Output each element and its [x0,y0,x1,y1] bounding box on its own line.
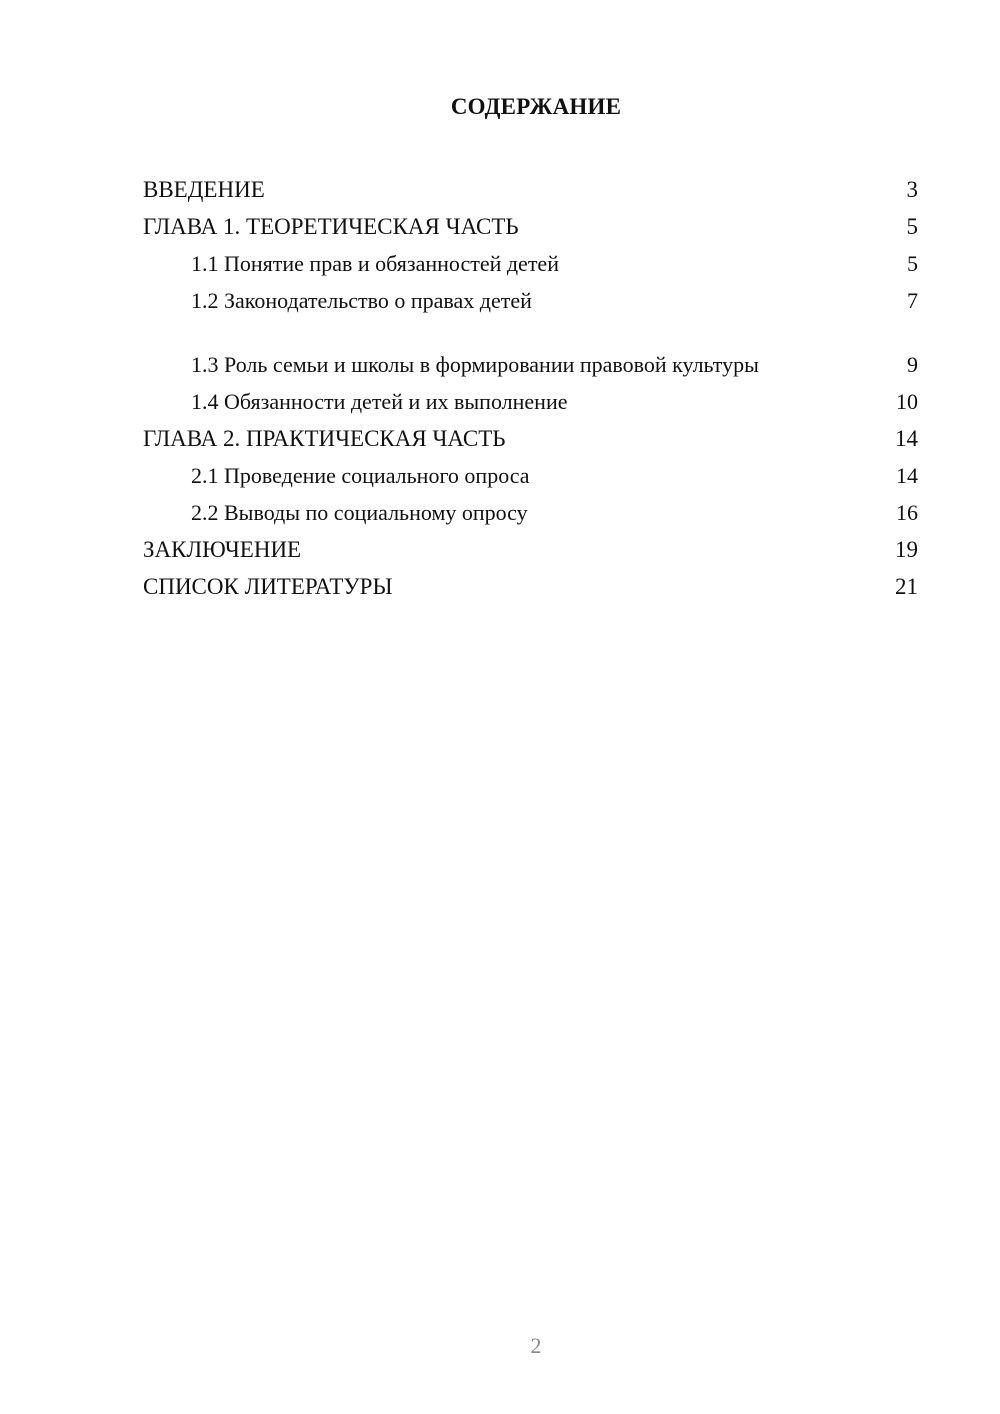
toc-entry-page: 9 [907,352,918,377]
toc-entry-page: 10 [896,389,918,414]
toc-entry-text: 1.1 Понятие прав и обязанностей детей [191,251,559,276]
table-of-contents [143,167,918,601]
page-title: СОДЕРЖАНИЕ [450,94,622,119]
toc-entry-page: 14 [896,463,918,488]
toc-entry-text: 1.4 Обязанности детей и их выполнение [191,389,568,414]
toc-entry-page: 5 [907,251,918,276]
page-number: 2 [530,1333,542,1358]
toc-entry-bibliography[interactable] [143,564,918,601]
toc-entry-page: 16 [896,500,918,525]
toc-entry-page: 21 [895,574,918,599]
toc-entry-text: 2.2 Выводы по социальному опросу [191,500,528,525]
toc-entry-section-2-2[interactable] [143,490,918,527]
toc-entry-page: 3 [906,177,918,202]
toc-entry-text: ГЛАВА 1. ТЕОРЕТИЧЕСКАЯ ЧАСТЬ [143,214,519,239]
toc-entry-text: ВВЕДЕНИЕ [143,177,265,202]
toc-entry-text: ЗАКЛЮЧЕНИЕ [143,537,302,562]
toc-entry-chapter-2[interactable] [143,416,918,453]
toc-entry-text: ГЛАВА 2. ПРАКТИЧЕСКАЯ ЧАСТЬ [143,426,506,451]
toc-entry-section-1-3[interactable] [143,315,918,379]
toc-entry-section-2-1[interactable] [143,453,918,490]
toc-entry-chapter-1[interactable] [143,204,918,241]
toc-entry-page: 14 [895,426,918,451]
toc-entry-page: 19 [895,537,918,562]
toc-entry-text: 2.1 Проведение социального опроса [191,463,530,488]
toc-entry-section-1-4[interactable] [143,379,918,416]
toc-entry-page: 5 [906,214,918,239]
toc-entry-page: 7 [907,288,918,313]
toc-entry-section-1-2[interactable] [143,278,918,315]
toc-entry-conclusion[interactable] [143,527,918,564]
toc-entry-introduction[interactable] [143,167,918,204]
toc-entry-text: 1.2 Законодательство о правах детей [191,288,532,313]
toc-entry-section-1-1[interactable] [143,241,918,278]
toc-entry-text: СПИСОК ЛИТЕРАТУРЫ [143,574,393,599]
toc-entry-text: 1.3 Роль семьи и школы в формировании правовой культуры [191,352,759,377]
